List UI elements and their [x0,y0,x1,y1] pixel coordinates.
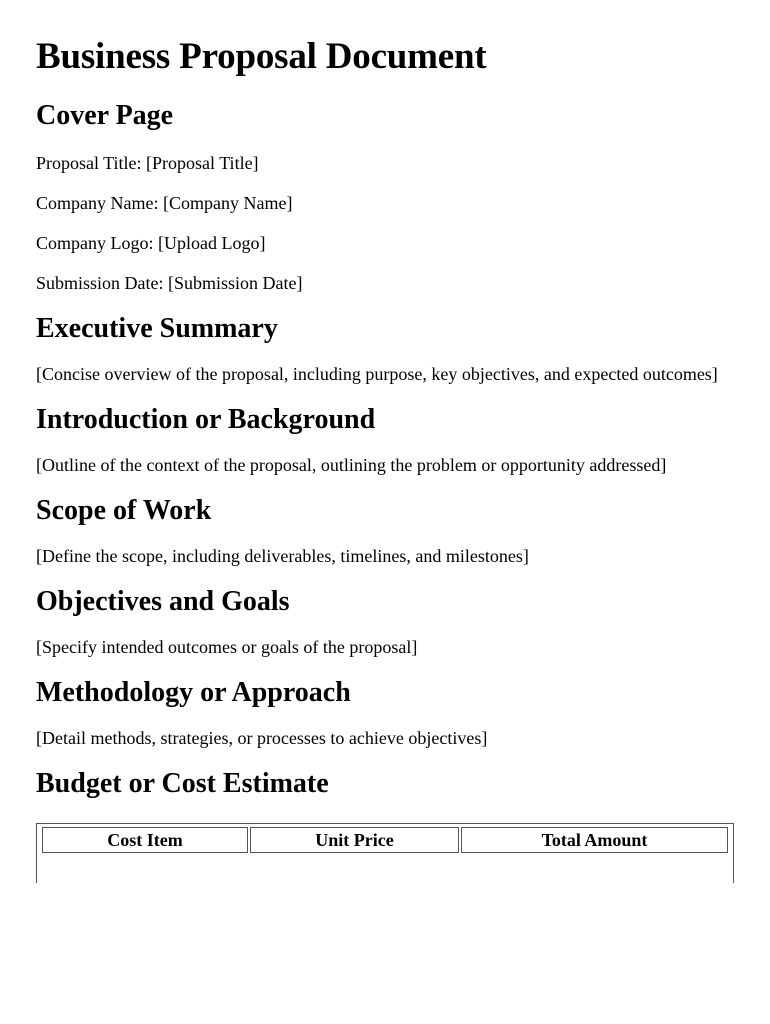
introduction-section [36,404,734,476]
document-page [36,0,734,883]
budget-table-header-row [42,827,728,853]
cover-page-heading: Cover Page [36,100,174,131]
scope-heading: Scope of Work [36,495,212,526]
methodology-body: [Detail methods, strategies, or processes to achieve objectives] [36,728,488,748]
budget-heading: Budget or Cost Estimate [36,768,329,799]
column-header-total-amount: Total Amount [461,827,728,853]
scope-section [36,495,734,567]
submission-date-line: Submission Date: [Submission Date] [36,273,303,293]
cover-page-section [36,100,734,294]
methodology-section [36,677,734,749]
company-logo-line: Company Logo: [Upload Logo] [36,233,266,253]
scope-body: [Define the scope, including deliverables, timelines, and milestones] [36,546,529,566]
proposal-title-line: Proposal Title: [Proposal Title] [36,153,259,173]
budget-table [40,827,730,853]
document-title: Business Proposal Document [36,36,487,77]
column-header-unit-price: Unit Price [250,827,459,853]
company-name-line: Company Name: [Company Name] [36,193,293,213]
objectives-heading: Objectives and Goals [36,586,290,617]
introduction-heading: Introduction or Background [36,404,376,435]
objectives-section [36,586,734,658]
objectives-body: [Specify intended outcomes or goals of the proposal] [36,637,418,657]
budget-section [36,768,734,883]
column-header-cost-item: Cost Item [42,827,248,853]
executive-summary-section [36,313,734,385]
executive-summary-heading: Executive Summary [36,313,278,344]
budget-table-frame [36,823,734,883]
methodology-heading: Methodology or Approach [36,677,351,708]
executive-summary-body: [Concise overview of the proposal, including purpose, key objectives, and expected outcomes] [36,364,718,384]
introduction-body: [Outline of the context of the proposal, outlining the problem or opportunity addressed] [36,455,667,475]
